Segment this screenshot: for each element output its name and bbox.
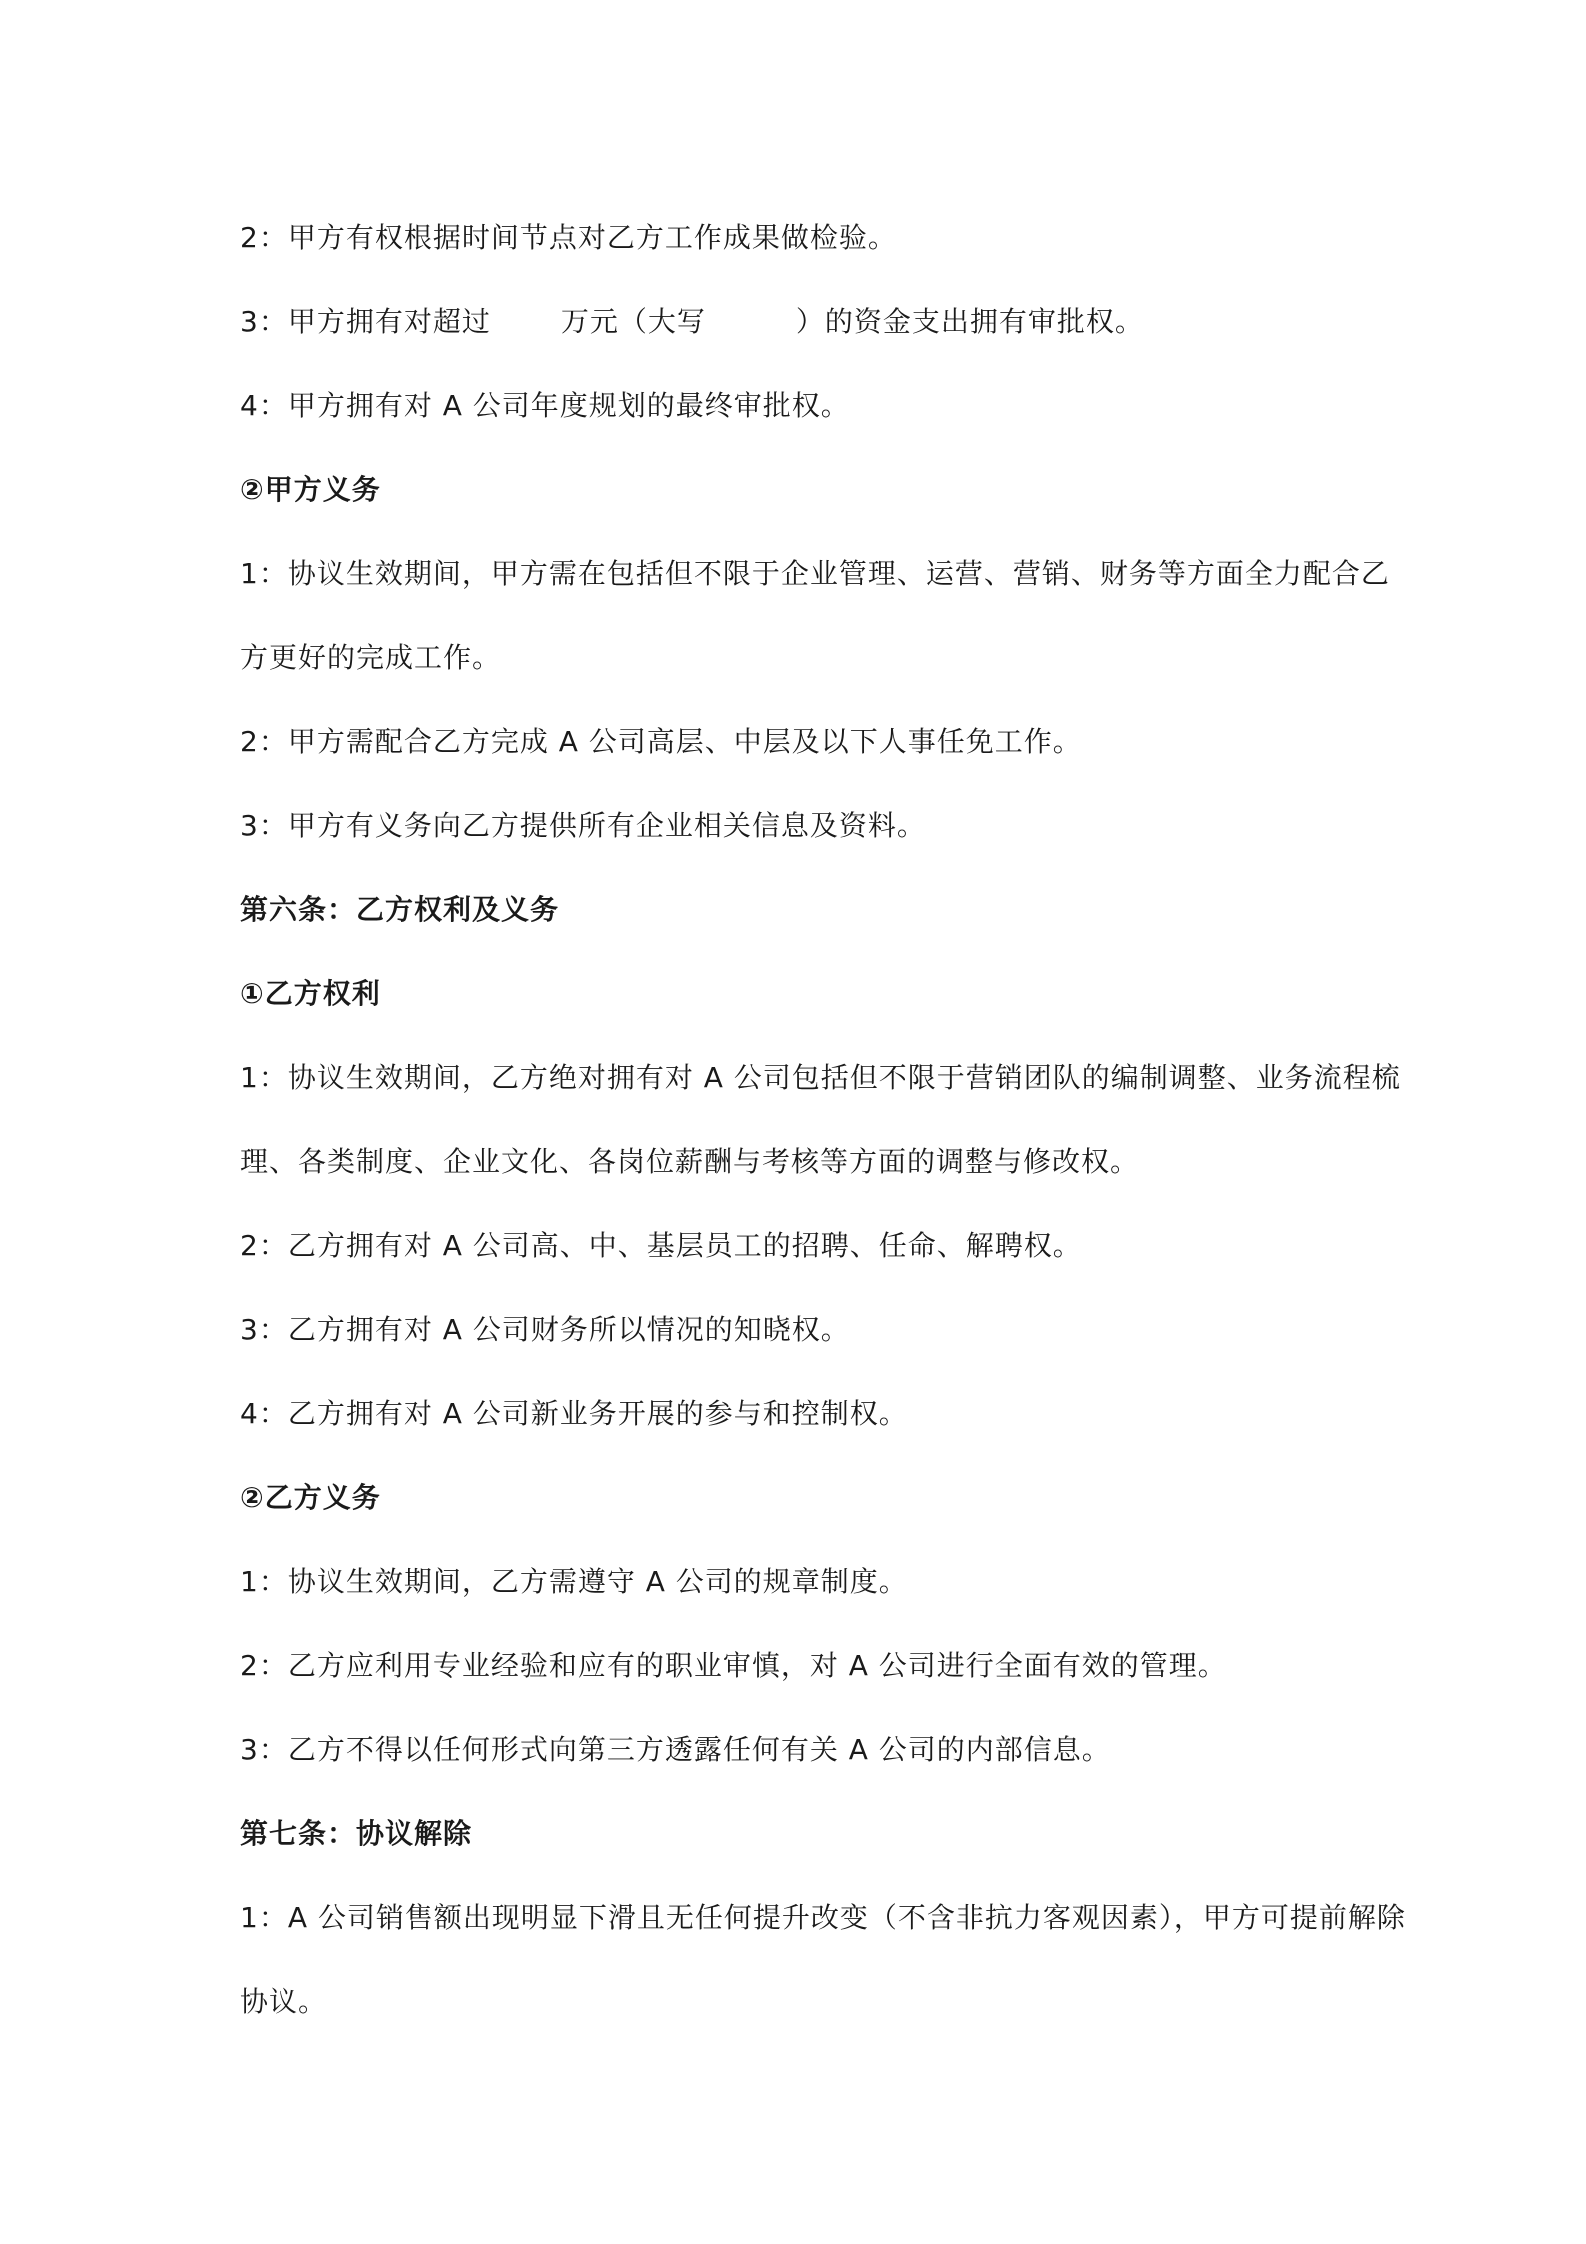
subsection-heading: ②甲方义务	[240, 473, 381, 506]
section-heading: 第七条：协议解除	[240, 1817, 473, 1850]
clause-line: 3：甲方有义务向乙方提供所有企业相关信息及资料。	[240, 809, 926, 842]
clause-text: ）的资金支出拥有审批权。	[795, 305, 1144, 338]
clause-text: 万元（大写	[560, 305, 706, 338]
clause-line: 1：协议生效期间，乙方绝对拥有对 A 公司包括但不限于营销团队的编制调整、业务流程梳	[240, 1061, 1401, 1094]
clause-line: 1：A 公司销售额出现明显下滑且无任何提升改变（不含非抗力客观因素），甲方可提前解除	[240, 1901, 1406, 1934]
subsection-heading: ①乙方权利	[240, 977, 381, 1010]
document-page	[240, 196, 1406, 2044]
clause-line: 理、各类制度、企业文化、各岗位薪酬与考核等方面的调整与修改权。	[240, 1145, 1140, 1178]
clause-line: 2：乙方应利用专业经验和应有的职业审慎，对 A 公司进行全面有效的管理。	[240, 1649, 1227, 1682]
clause-line: 2：甲方有权根据时间节点对乙方工作成果做检验。	[240, 221, 897, 254]
subsection-heading: ②乙方义务	[240, 1481, 381, 1514]
clause-line: 方更好的完成工作。	[240, 641, 502, 674]
clause-line: 3：乙方不得以任何形式向第三方透露任何有关 A 公司的内部信息。	[240, 1733, 1111, 1766]
clause-line: 4：甲方拥有对 A 公司年度规划的最终审批权。	[240, 389, 850, 422]
clause-text: 3：甲方拥有对超过	[240, 305, 491, 338]
clause-line: 1：协议生效期间，乙方需遵守 A 公司的规章制度。	[240, 1565, 908, 1598]
clause-line: 协议。	[240, 1985, 328, 2018]
clause-line: 2：乙方拥有对 A 公司高、中、基层员工的招聘、任命、解聘权。	[240, 1229, 1082, 1262]
section-heading: 第六条：乙方权利及义务	[240, 893, 560, 926]
clause-line: 2：甲方需配合乙方完成 A 公司高层、中层及以下人事任免工作。	[240, 725, 1082, 758]
clause-line: 1：协议生效期间，甲方需在包括但不限于企业管理、运营、营销、财务等方面全力配合乙	[240, 557, 1390, 590]
clause-line-with-blanks	[240, 280, 1360, 364]
clause-line: 3：乙方拥有对 A 公司财务所以情况的知晓权。	[240, 1313, 850, 1346]
clause-line: 4：乙方拥有对 A 公司新业务开展的参与和控制权。	[240, 1397, 908, 1430]
